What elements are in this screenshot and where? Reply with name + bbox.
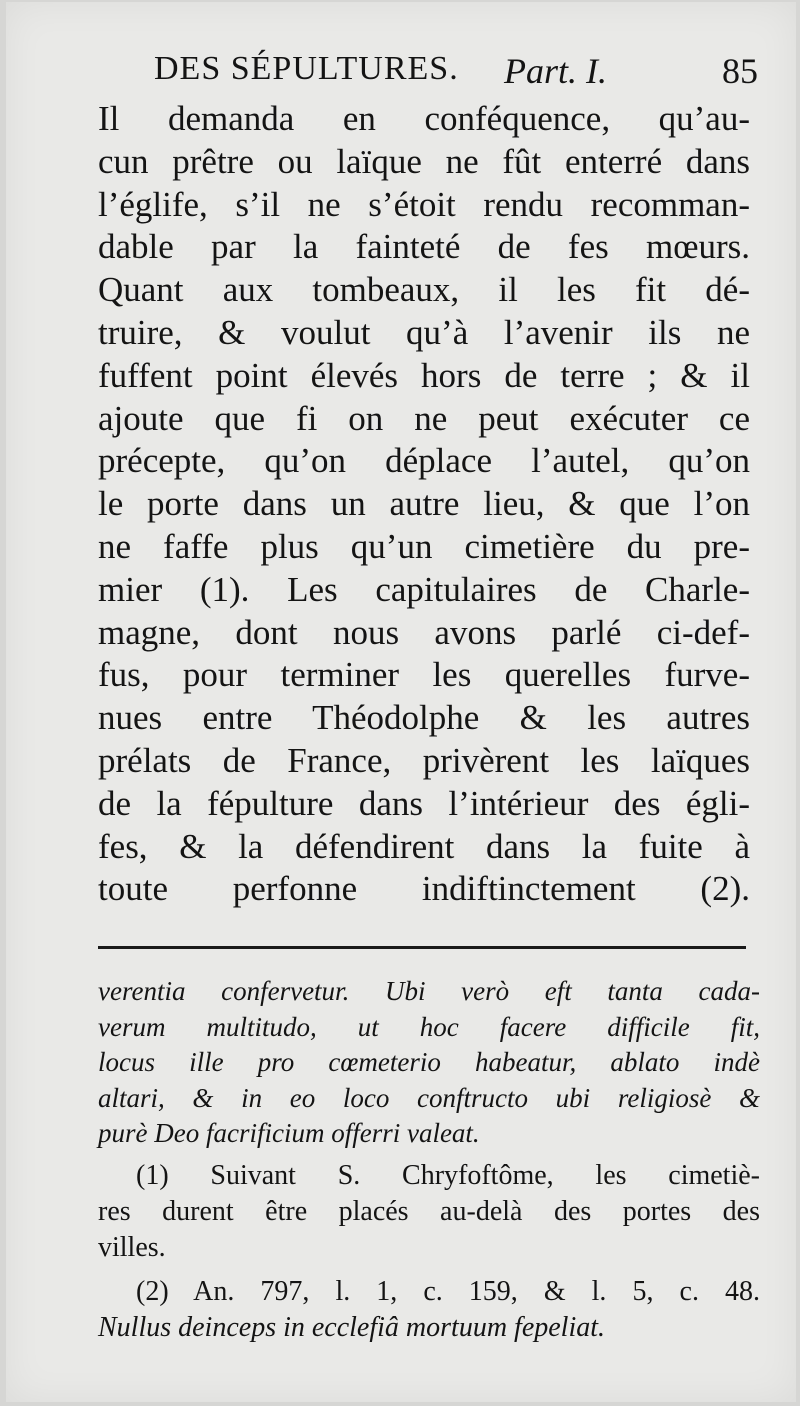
main-text-line: Quant aux tombeaux, il les fit dé- (98, 270, 750, 310)
running-head-part: Part. I. (504, 51, 607, 91)
main-text-line: toute perfonne indiftinctement (2). (98, 869, 750, 909)
page-number: 85 (722, 51, 758, 91)
latin-footnote-line: verentia confervetur. Ubi verò eft tanta cada- (98, 976, 760, 1006)
footnote-1 (98, 1158, 760, 1266)
main-text-line: fes, & la défendirent dans la fuite à (98, 826, 750, 866)
running-head (154, 50, 766, 94)
latin-footnote-line: purè Deo facrificium offerri valeat. (98, 1118, 480, 1148)
footnote-2-line: (2) An. 797, l. 1, c. 159, & l. 5, c. 48. (136, 1276, 760, 1307)
main-text-line: l’églife, s’il ne s’étoit rendu recomman- (98, 184, 750, 224)
footnote-rule (98, 946, 746, 949)
main-text-line: précepte, qu’on déplace l’autel, qu’on (98, 441, 750, 481)
main-text-line: ajoute que fi on ne peut exécuter ce (98, 398, 750, 438)
footnote-1-line: villes. (98, 1232, 166, 1263)
main-text-line: le porte dans un autre lieu, & que l’on (98, 484, 750, 524)
main-text-line: nues entre Théodolphe & les autres (98, 698, 750, 738)
footnote-2-line: Nullus deinceps in ecclefiâ mortuum fepeliat. (98, 1312, 606, 1343)
main-text (98, 98, 750, 911)
main-text-line: de la fépulture dans l’intérieur des égli- (98, 783, 750, 823)
latin-footnote-line: verum multitudo, ut hoc facere difficile fit, (98, 1011, 760, 1042)
main-text-line: Il demanda en conféquence, qu’au- (98, 99, 750, 138)
main-text-line: fus, pour terminer les querelles furve- (98, 655, 750, 695)
main-text-line: mier (1). Les capitulaires de Charle- (98, 569, 750, 609)
footnote-1-line: res durent être placés au-delà des portes des (98, 1196, 760, 1227)
main-text-line: prélats de France, privèrent les laïques (98, 740, 750, 780)
main-text-line: magne, dont nous avons parlé ci-def- (98, 612, 750, 652)
latin-footnote-line: locus ille pro cœmeterio habeatur, ablato indè (98, 1047, 760, 1077)
main-text-line: ne faffe plus qu’un cimetière du pre- (98, 526, 750, 566)
main-text-line: truire, & voulut qu’à l’avenir ils ne (98, 312, 750, 352)
footnote-1-line: (1) Suivant S. Chryfoftôme, les cimetiè- (136, 1160, 760, 1191)
main-text-line: fuffent point élevés hors de terre ; & il (98, 355, 750, 395)
latin-footnote-line: altari, & in eo loco conftructo ubi religiosè & (98, 1082, 760, 1113)
main-text-line: dable par la fainteté de fes mœurs. (98, 227, 750, 267)
footnote-2 (98, 1274, 760, 1346)
book-page (6, 2, 796, 1402)
latin-footnote (98, 974, 760, 1152)
running-head-title: DES SÉPULTURES. (154, 50, 459, 87)
main-text-line: cun prêtre ou laïque ne fût enterré dans (98, 141, 750, 181)
